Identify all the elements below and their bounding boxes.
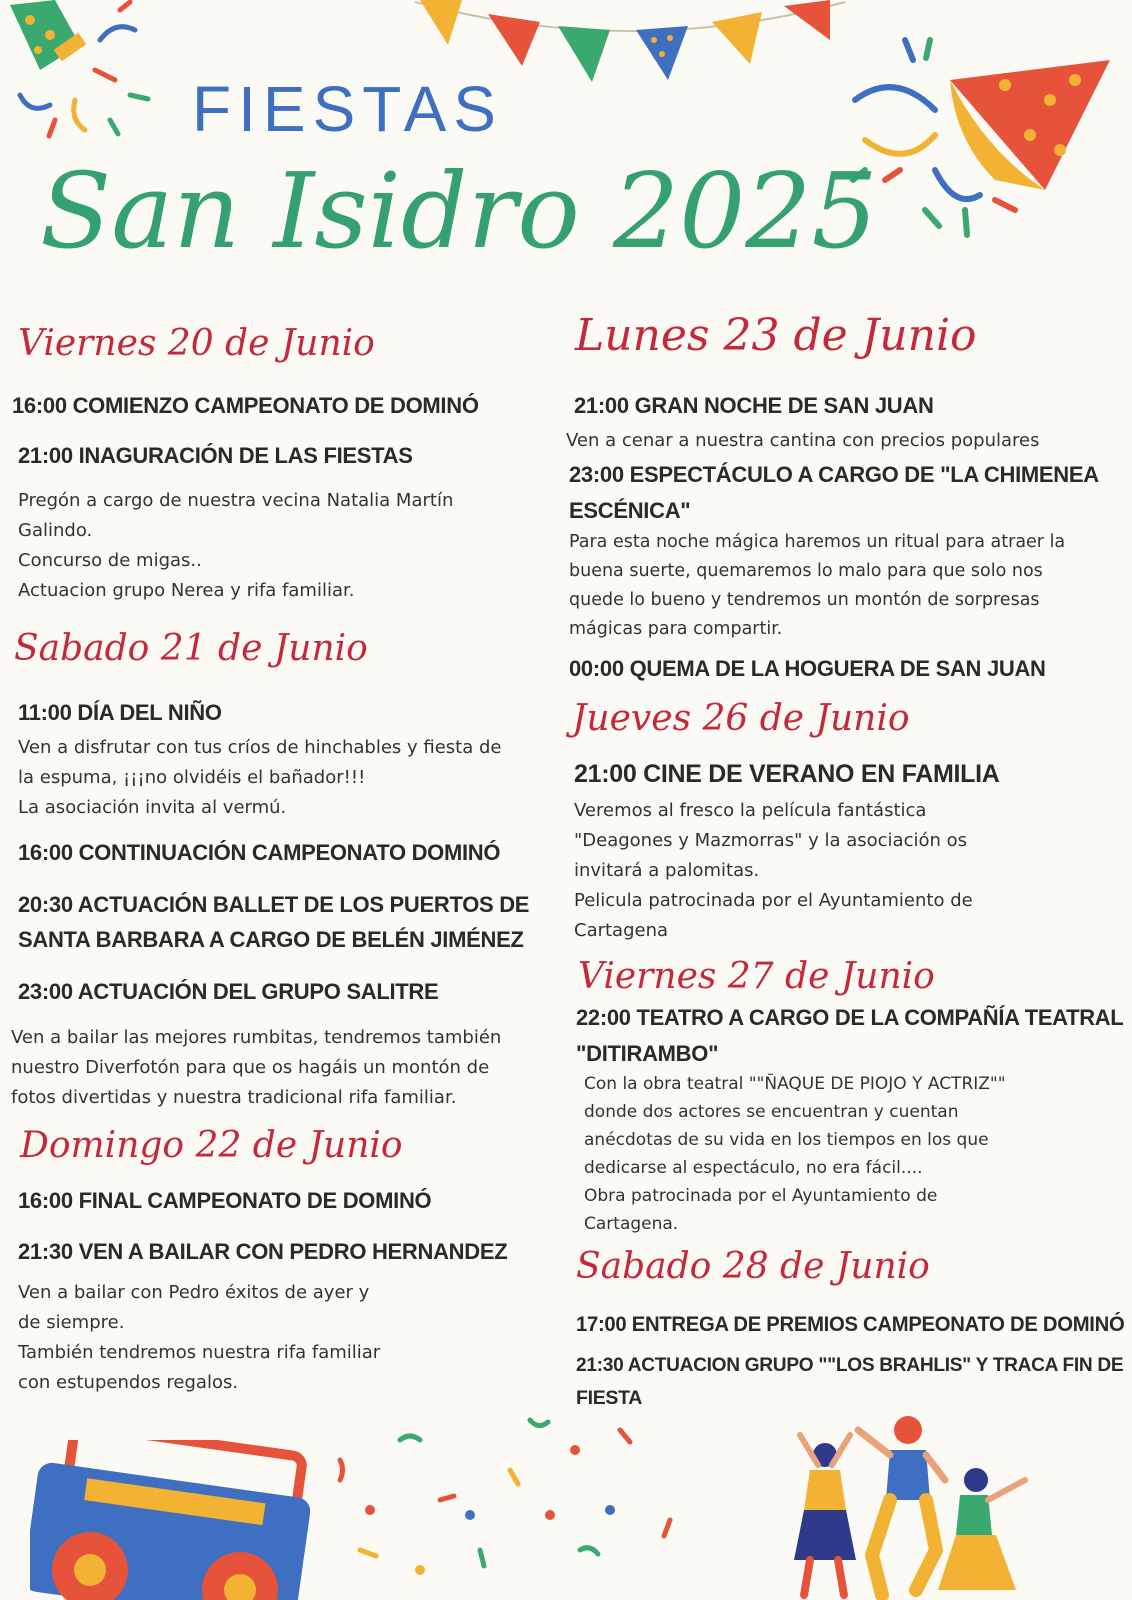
event-21-00-cine-verano: 21:00 CINE DE VERANO EN FAMILIA — [574, 760, 1000, 788]
event-21-00-inauguracion: 21:00 INAGURACIÓN DE LAS FIESTAS — [18, 443, 413, 468]
event-23-00-espectaculo-line2: ESCÉNICA" — [569, 498, 691, 523]
description-line: anécdotas de su vida en los tiempos en los que — [584, 1130, 989, 1150]
description-line: Ven a disfrutar con tus críos de hinchables y fiesta de — [18, 737, 502, 758]
description-line: Pregón a cargo de nuestra vecina Natalia Martín — [18, 490, 454, 511]
event-23-00-espectaculo-line1: 23:00 ESPECTÁCULO A CARGO DE "LA CHIMENEA — [569, 462, 1099, 487]
description-line: donde dos actores se encuentran y cuentan — [584, 1102, 959, 1122]
event-00-00-hoguera: 00:00 QUEMA DE LA HOGUERA DE SAN JUAN — [569, 656, 1046, 681]
header-fiestas: FIESTAS — [192, 73, 503, 145]
description-line: con estupendos regalos. — [18, 1372, 239, 1393]
event-16-00-comienzo-domino: 16:00 COMIENZO CAMPEONATO DE DOMINÓ — [12, 393, 479, 418]
description-line: Con la obra teatral ""ÑAQUE DE PIOJO Y ACTRIZ"" — [584, 1074, 1006, 1094]
description-line: fotos divertidas y nuestra tradicional rifa familiar. — [11, 1087, 457, 1108]
event-20-30-ballet-line1: 20:30 ACTUACIÓN BALLET DE LOS PUERTOS DE — [18, 892, 530, 917]
description-line: quede lo bueno y tendremos un montón de sorpresas — [569, 590, 1040, 610]
description-line: La asociación invita al vermú. — [18, 797, 287, 818]
event-11-00-dia-del-nino: 11:00 DÍA DEL NIÑO — [18, 700, 222, 725]
description-teatro — [584, 1070, 1006, 1238]
description-cantina: Ven a cenar a nuestra cantina con precios populares — [566, 430, 1040, 451]
party-popper-left-decoration — [0, 0, 170, 150]
description-line: invitará a palomitas. — [574, 860, 760, 881]
event-21-30-los-brahlis-line2: FIESTA — [576, 1387, 643, 1409]
description-salitre — [11, 1023, 501, 1113]
event-22-00-teatro-line2: "DITIRAMBO" — [576, 1041, 719, 1066]
event-21-00-noche-san-juan: 21:00 GRAN NOCHE DE SAN JUAN — [574, 393, 934, 418]
description-line: También tendremos nuestra rifa familiar — [18, 1342, 381, 1363]
description-line: Cartagena — [574, 920, 669, 941]
event-17-00-entrega-premios: 17:00 ENTREGA DE PREMIOS CAMPEONATO DE DOMINÓ — [576, 1313, 1125, 1336]
description-line: Concurso de migas.. — [18, 550, 202, 571]
description-line: buena suerte, quemaremos lo malo para que solo nos — [569, 561, 1043, 581]
description-dia-del-nino — [18, 733, 502, 823]
description-line: Ven a bailar las mejores rumbitas, tendremos también — [11, 1027, 502, 1048]
dancers-illustration — [780, 1410, 1040, 1600]
description-line: Para esta noche mágica haremos un ritual para atraer la — [569, 532, 1066, 552]
event-20-30-ballet-line2: SANTA BARBARA A CARGO DE BELÉN JIMÉNEZ — [18, 927, 524, 952]
day-title-viernes-27: Viernes 27 de Junio — [578, 956, 935, 997]
description-line: Galindo. — [18, 520, 93, 541]
description-pedro-hernandez — [18, 1278, 380, 1398]
description-cine-verano — [574, 796, 973, 946]
description-line: Veremos al fresco la película fantástica — [574, 800, 927, 821]
description-viernes-20 — [18, 486, 453, 606]
description-noche-magica — [569, 528, 1065, 644]
description-line: Pelicula patrocinada por el Ayuntamiento de — [574, 890, 973, 911]
description-line: nuestro Diverfotón para que os hagáis un montón de — [11, 1057, 490, 1078]
day-title-sabado-28: Sabado 28 de Junio — [576, 1246, 930, 1287]
boombox-decoration — [30, 1440, 320, 1600]
party-hat-right-decoration — [845, 30, 1110, 245]
event-22-00-teatro-line1: 22:00 TEATRO A CARGO DE LA COMPAÑÍA TEATRAL — [576, 1005, 1124, 1030]
day-title-lunes-23: Lunes 23 de Junio — [575, 310, 977, 361]
day-title-viernes-20: Viernes 20 de Junio — [18, 323, 375, 364]
description-line: Ven a bailar con Pedro éxitos de ayer y — [18, 1282, 370, 1303]
description-line: de siempre. — [18, 1312, 125, 1333]
day-title-sabado-21: Sabado 21 de Junio — [14, 628, 368, 669]
page-title: San Isidro 2025 — [40, 150, 878, 272]
day-title-jueves-26: Jueves 26 de Junio — [572, 698, 910, 739]
confetti-decoration — [330, 1400, 710, 1600]
description-line: "Deagones y Mazmorras" y la asociación os — [574, 830, 967, 851]
event-23-00-salitre: 23:00 ACTUACIÓN DEL GRUPO SALITRE — [18, 979, 439, 1004]
event-16-00-final-domino: 16:00 FINAL CAMPEONATO DE DOMINÓ — [18, 1188, 432, 1213]
event-21-30-los-brahlis-line1: 21:30 ACTUACION GRUPO ""LOS BRAHLIS" Y TRACA FIN DE — [576, 1354, 1124, 1376]
day-title-domingo-22: Domingo 22 de Junio — [20, 1125, 403, 1166]
description-line: Cartagena. — [584, 1214, 679, 1234]
description-line: Actuacion grupo Nerea y rifa familiar. — [18, 580, 355, 601]
event-21-30-pedro-hernandez: 21:30 VEN A BAILAR CON PEDRO HERNANDEZ — [18, 1239, 508, 1264]
description-line: dedicarse al espectáculo, no era fácil.... — [584, 1158, 923, 1178]
description-line: Obra patrocinada por el Ayuntamiento de — [584, 1186, 938, 1206]
event-16-00-continuacion-domino: 16:00 CONTINUACIÓN CAMPEONATO DOMINÓ — [18, 840, 501, 865]
description-line: la espuma, ¡¡¡no olvidéis el bañador!!! — [18, 767, 366, 788]
description-line: mágicas para compartir. — [569, 619, 783, 639]
